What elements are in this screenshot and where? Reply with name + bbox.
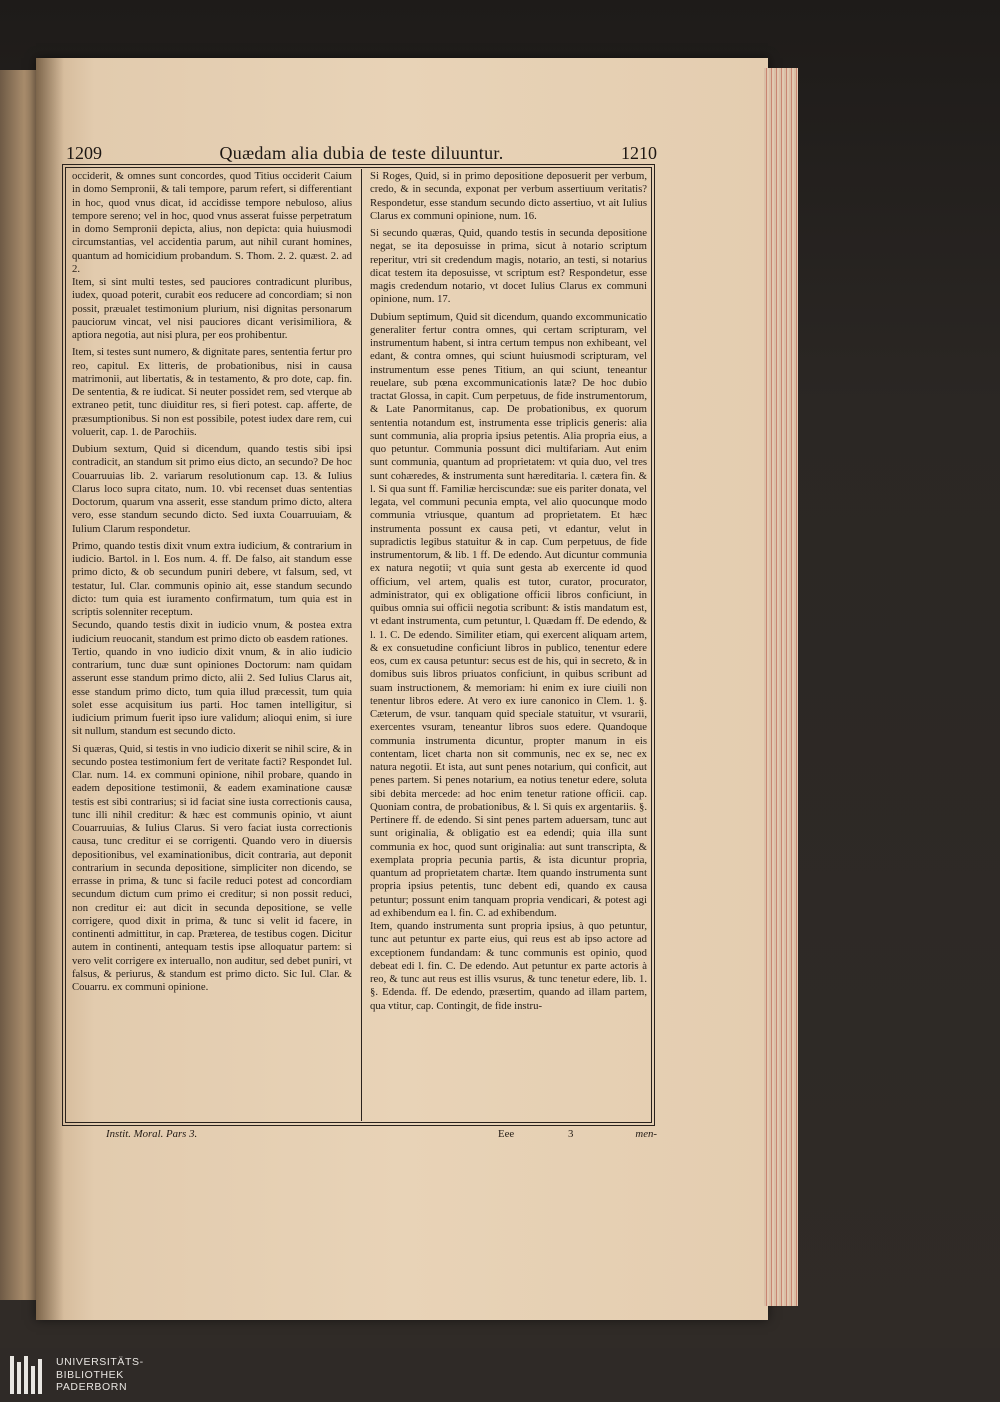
paragraph: Item, si sint multi testes, sed pauciores contradicunt pluribus, iudex, quoad poterit, curabit eos reducere ad concordiam; si non possit, præualet testimonium plurium, nisi dignitas personarum paucioruм vincat, vel nisi pauciores dicant verisimiliora, & aptiora negotia, aut nisi plura, per eos prohibentur. (72, 276, 352, 341)
signature-mark: Eee (498, 1128, 515, 1140)
facing-page-edge (0, 70, 40, 1300)
library-logo-icon (8, 1354, 48, 1396)
gutter-shadow (36, 58, 64, 1320)
library-footer-bar (0, 1348, 1000, 1402)
paragraph: Si secundo quæras, Quid, quando testis in secunda depositione negat, se ita deposuisse in prima, sicut à notario scriptum reperitur, vtri sit credendum magis, notario, an testi, si notarius dicat testem ita deposuisse, vt scriptum est? Respondetur, esse magis credendum notario, vt docet Iulius Clarus ex communi opinione, num. 17. (370, 227, 647, 306)
library-name-line: UNIVERSITÄTS- (56, 1356, 144, 1368)
paragraph: Si quæras, Quid, si testis in vno iudicio dixerit se nihil scire, & in secundo postea testimonium fert de veritate facti? Respondet Iul. Clar. num. 14. ex communi opinione, nihil probare, quando in eadem depositione testimonii, & eadem examinatione causæ testis est sibi contrarius; si id faciat sine iusta correctionis causa, tunc illi nihil creditur: & hæc est communis opinio, vt aiunt Couarruuias, & Iulius Clarus. Si vero faciat iusta correctionis causa, tunc creditur ei se corrigenti. Quando vero in diuersis depositionibus, vel examinationibus, dicit contraria, aut deponit contrarium in secunda depositione, simpliciter non dicendo, se errasse in prima, & tunc si facile reduci potest ad concordiam secundum dictum cum primo ei creditur; si non possit reduci, non creditur ei: aut dicit in secunda depositione, se velle corrigere, quod dixit in prima, & tunc si velit id facere, in continenti admittitur, in cap. Præterea, de testibus cogen. Dicitur autem in continenti, antequam testis ipse alloquatur partem: si vero velit corrigere ex interuallo, non auditur, sed debet puniri, vt falsus, & periurus, & standum est primo dicto. Sic Iul. Clar. & Couarru. ex communi opinione. (72, 742, 352, 993)
right-column (370, 170, 647, 1013)
running-head (66, 143, 657, 163)
page-number-left: 1209 (66, 143, 102, 163)
catchword: men- (635, 1128, 657, 1140)
page-fore-edge (764, 68, 798, 1306)
paragraph: Item, si testes sunt numero, & dignitate pares, sententia fertur pro reo, capitul. Ex litteris, de probationibus, nisi in causa matrimonii, aut libertatis, & in testamento, & pro dote, cap. fin. De sententia, & re iudicat. Si neuter possidet rem, sed vterque ab extraneo petit, tunc diuiditur res, si fieri potest. cap. afferte, de præsumptionibus. Si non est possibile, potest iudex dare rem, cui voluerit, cap. 1. de Parochiis. (72, 346, 352, 438)
running-title: Quædam alia dubia de teste diluuntur. (219, 143, 504, 163)
paragraph: Si Roges, Quid, si in primo depositione deposuerit per verbum, credo, & in secunda, exponat per verbum assertiuum veritatis? Respondetur, esse standum secundo dicto assertiuo, vt ait Iulius Clarus ex communi opinione, num. 16. (370, 170, 647, 222)
signature-number: 3 (568, 1128, 574, 1140)
column-rule (361, 169, 362, 1121)
paragraph: Primo, quando testis dixit vnum extra iudicium, & contrarium in iudicio. Bartol. in l. Eos num. 4. ff. De falso, ait standum esse primo dicto, & ob secundum puniri debere, vt falsum, sed, vt testatur, Iul. Clar. communis opinio ait, esse standum secundo dicto: tum quia est iuramento confirmatum, tum quia est in scriptis solenniter receptum. (72, 539, 352, 618)
paragraph: Item, quando instrumenta sunt propria ipsius, à quo petuntur, tunc aut petuntur ex parte eius, qui reus est ab ipso actore ad exceptionem fundandam: & tunc communis est opinio, quod debeat edi l. fin. C. De edendo. Aut petuntur ex parte actoris à reo, & tunc aut reus est illis vsurus, & tunc tenetur edere, lib. 1. §. Edenda. ff. De edendo, præsertim, quando ad illam partem, qua vtitur, cap. Contingit, de fide instru- (370, 920, 647, 1012)
footer-title: Instit. Moral. Pars 3. (106, 1128, 198, 1140)
page-footer (66, 1128, 657, 1144)
paragraph: Secundo, quando testis dixit in iudicio vnum, & postea extra iudicium reuocanit, standum est primo dicto ob easdem rationes. (72, 619, 352, 645)
paragraph: Dubium septimum, Quid sit dicendum, quando excommunicatio generaliter fertur contra omnes, qui certam scripturam, vel instrumentum habent, si intra certum tempus non exhibeant, vel edant, & contra omnes, qui sciunt huiusmodi scripturam, vel instrumentum esse penes Titium, an qui sciunt, teneantur reuelare, sub pœna excommunicationis latæ? De hoc dubio tractat Glossa, in capit. Cum perpetuus, de fide instrumentorum, & Late Panormitanus, cap. De probationibus, ex quorum sententia notandum est, instrumenta esse triplicis generis: alia sunt communia, alia propria ipsius petentis. Alia propria eius, a quo petuntur. Communia possunt dici multifariam. Aut enim sunt communia, quantum ad proprietatem: vt quia duo, vel tres sunt cohæredes, & instrumenta sunt hæreditaria. l. cætera fin. & l. Si qua sunt ff. Familiæ herciscundæ: sue eis pariter donata, vel legata, vel communi pecunia empta, vel alio quocunque modo communia vtriusque, quantum ad proprietatem. Et hæc instrumenta possunt ex causa peti, vt edantur, velut in supradictis legibus statuitur & in cap. Cum perpetuus, de fide instrumentorum, & lib. 1 ff. De edendo. Aut dicuntur communia ex natura negotii; vt quia sunt gesta ab exercente id quod officium, vel artem, qualis est tutor, curator, procurator, administrator, qui ex obligatione officii libros conficiunt, in quibus omnia sui officii negotia scribunt: & istis mandatum est, vt edant instrumenta, cum petuntur, l. Quædam ff. De edendo, & l. 1. C. De edendo. Similiter etiam, qui exercent aliquam artem, & ex consuetudine conficiunt libros in publico, tenentur edere eos, cum ex causa petuntur: secus est de his, qui in secreto, & in domibus suis libros priuatos conficiunt, in quibus scribunt ad suam instructionem, & memoriam: hi enim ex iure ciuili non tenentur libros edere. At vero ex iure canonico in Clem. 1. §. Cæterum, de vsur. tanquam quid speciale statuitur, vt vsurarii, exercentes vsuram, teneantur libros suos edere. Quandoque communia instrumenta dicuntur, propter manum in eis contentam, licet charta non sit communis, nec ex se, nec ex natura negotii. Et ista, aut sunt penes notarium, qui conficit, aut penes partem. Si penes notarium, ea notius tenetur edere, soluta sibi debita mercede: ad hoc enim tenetur ratione officii. cap. Quoniam contra, de probationibus, & l. Si quis ex argentariis. §. Pertinere ff. de edendo. Si sint penes partem aduersam, tunc aut sunt originalia, & obligatio est ea edendi; quia illa sunt communia ex hoc, quod sunt originalia: aut sunt transcripta, & exemplata propria pecunia partis, & ista dicuntur propria, quantum ad proprietatem chartæ. Item quando instrumenta sunt propria ipsius petentis, tunc debent edi, quando ex causa petuntur; possunt enim tanquam propria vendicari, & potest agi ad exhibendum ea l. fin. C. ad exhibendum. (370, 310, 647, 919)
page-number-right: 1210 (621, 143, 657, 163)
library-name-line: BIBLIOTHEK (56, 1368, 124, 1381)
library-name (56, 1356, 144, 1394)
paragraph: occiderit, & omnes sunt concordes, quod Titius occiderit Caium in domo Sempronii, & tali tempore, parum refert, si differentiant in hoc, quod vnus dicat, id accidisse tempore nebuloso, alius tempore sereno; vel in hoc, quod vnus asserat fuisse perpetratum in domo Sempronii depicta, alius, non depicta: quia huiusmodi circumstantias, vel accidentia parum, aut nihil curant homines, quantum ad homicidium probandum. S. Thom. 2. 2. quæst. 2. ad 2. (72, 170, 352, 275)
left-column (72, 170, 352, 994)
paragraph: Dubium sextum, Quid si dicendum, quando testis sibi ipsi contradicit, an standum sit primo eius dicto, an secundo? De hoc Couarruuias lib. 2. variarum resolutionum cap. 13. & Iulius Clarus loco supra citato, num. 10. vbi recenset duas sententias Doctorum, quarum vna asserit, esse standum primo dicto, altera vero, esse standum secundo dicto. Sed iuxta Couarruuiam, & Iulium Clarum respondetur. (72, 443, 352, 535)
paragraph: Tertio, quando in vno iudicio dixit vnum, & in alio iudicio contrarium, tunc duæ sunt opiniones Doctorum: nam quidam asserunt esse standum primo dicto, alii 2. Sed Iulius Clarus ait, esse standum primo dicto, tum quia illud præcessit, tum quia solet esse acquisitum ius parti. Hoc tamen intelligitur, si iudicium primum fuerit ipso iure validum; alioqui enim, si iure sit nullum, standum est secundo dicto. (72, 645, 352, 738)
library-name-line: PADERBORN (56, 1381, 128, 1393)
text-frame (62, 164, 655, 1126)
